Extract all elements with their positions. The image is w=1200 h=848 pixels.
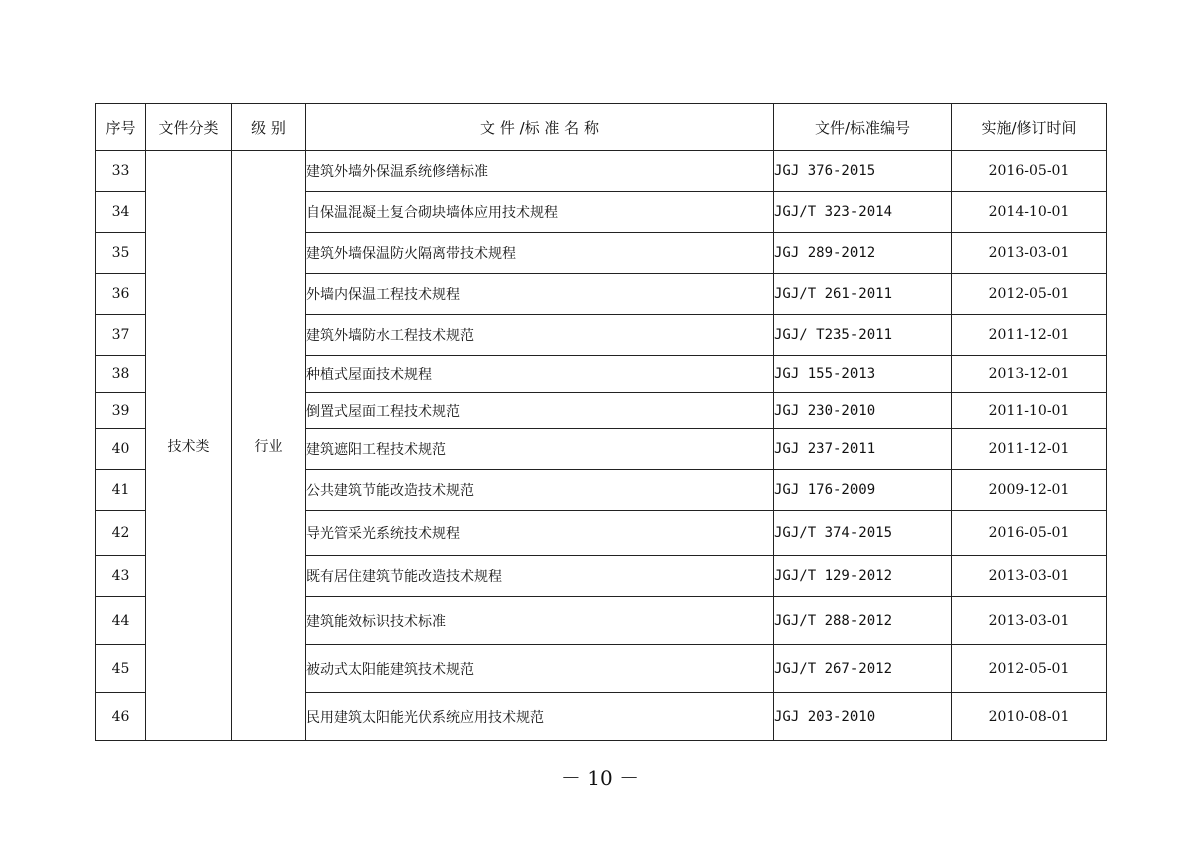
header-row [96, 104, 1107, 151]
row-doc-name: 建筑外墙防水工程技术规范 [306, 315, 774, 356]
row-seq: 37 [96, 315, 146, 356]
row-doc-name: 外墙内保温工程技术规程 [306, 274, 774, 315]
header-seq: 序号 [96, 104, 146, 151]
row-effective-date: 2011-12-01 [952, 429, 1107, 470]
row-doc-code: JGJ/T 261-2011 [774, 274, 952, 315]
table-row [96, 151, 1107, 192]
row-doc-code: JGJ 155-2013 [774, 356, 952, 393]
level-cell: 行业 [232, 151, 306, 741]
row-seq: 33 [96, 151, 146, 192]
row-doc-name: 建筑能效标识技术标准 [306, 597, 774, 645]
row-effective-date: 2013-12-01 [952, 356, 1107, 393]
row-effective-date: 2016-05-01 [952, 151, 1107, 192]
row-doc-name: 自保温混凝土复合砌块墙体应用技术规程 [306, 192, 774, 233]
row-effective-date: 2010-08-01 [952, 693, 1107, 741]
row-effective-date: 2011-12-01 [952, 315, 1107, 356]
row-doc-code: JGJ/T 374-2015 [774, 511, 952, 556]
row-doc-code: JGJ/T 323-2014 [774, 192, 952, 233]
row-effective-date: 2013-03-01 [952, 597, 1107, 645]
header-doc-code: 文件/标准编号 [774, 104, 952, 151]
row-doc-code: JGJ 289-2012 [774, 233, 952, 274]
row-doc-name: 导光管采光系统技术规程 [306, 511, 774, 556]
row-seq: 42 [96, 511, 146, 556]
row-doc-name: 建筑外墙保温防火隔离带技术规程 [306, 233, 774, 274]
row-doc-name: 既有居住建筑节能改造技术规程 [306, 556, 774, 597]
row-seq: 45 [96, 645, 146, 693]
row-effective-date: 2011-10-01 [952, 393, 1107, 429]
row-doc-name: 被动式太阳能建筑技术规范 [306, 645, 774, 693]
standards-table [95, 103, 1107, 741]
page-number: － 10 － [560, 766, 640, 790]
row-doc-code: JGJ 203-2010 [774, 693, 952, 741]
row-seq: 40 [96, 429, 146, 470]
row-doc-name: 倒置式屋面工程技术规范 [306, 393, 774, 429]
row-seq: 35 [96, 233, 146, 274]
row-seq: 34 [96, 192, 146, 233]
header-category: 文件分类 [146, 104, 232, 151]
row-seq: 44 [96, 597, 146, 645]
row-doc-name: 公共建筑节能改造技术规范 [306, 470, 774, 511]
table-body [96, 151, 1107, 741]
row-seq: 46 [96, 693, 146, 741]
row-doc-code: JGJ 230-2010 [774, 393, 952, 429]
category-cell: 技术类 [146, 151, 232, 741]
row-effective-date: 2013-03-01 [952, 556, 1107, 597]
row-seq: 43 [96, 556, 146, 597]
row-doc-code: JGJ/T 267-2012 [774, 645, 952, 693]
row-seq: 39 [96, 393, 146, 429]
row-doc-code: JGJ 176-2009 [774, 470, 952, 511]
row-seq: 41 [96, 470, 146, 511]
row-doc-name: 民用建筑太阳能光伏系统应用技术规范 [306, 693, 774, 741]
row-seq: 36 [96, 274, 146, 315]
row-effective-date: 2012-05-01 [952, 274, 1107, 315]
row-doc-name: 种植式屋面技术规程 [306, 356, 774, 393]
row-doc-code: JGJ 237-2011 [774, 429, 952, 470]
row-effective-date: 2016-05-01 [952, 511, 1107, 556]
header-level: 级 别 [232, 104, 306, 151]
row-doc-name: 建筑外墙外保温系统修缮标准 [306, 151, 774, 192]
row-effective-date: 2014-10-01 [952, 192, 1107, 233]
row-doc-code: JGJ 376-2015 [774, 151, 952, 192]
row-seq: 38 [96, 356, 146, 393]
row-effective-date: 2012-05-01 [952, 645, 1107, 693]
row-doc-code: JGJ/T 288-2012 [774, 597, 952, 645]
row-effective-date: 2009-12-01 [952, 470, 1107, 511]
row-doc-name: 建筑遮阳工程技术规范 [306, 429, 774, 470]
row-effective-date: 2013-03-01 [952, 233, 1107, 274]
header-effective-date: 实施/修订时间 [952, 104, 1107, 151]
header-doc-name: 文 件 /标 准 名 称 [306, 104, 774, 151]
row-doc-code: JGJ/ T235-2011 [774, 315, 952, 356]
row-doc-code: JGJ/T 129-2012 [774, 556, 952, 597]
